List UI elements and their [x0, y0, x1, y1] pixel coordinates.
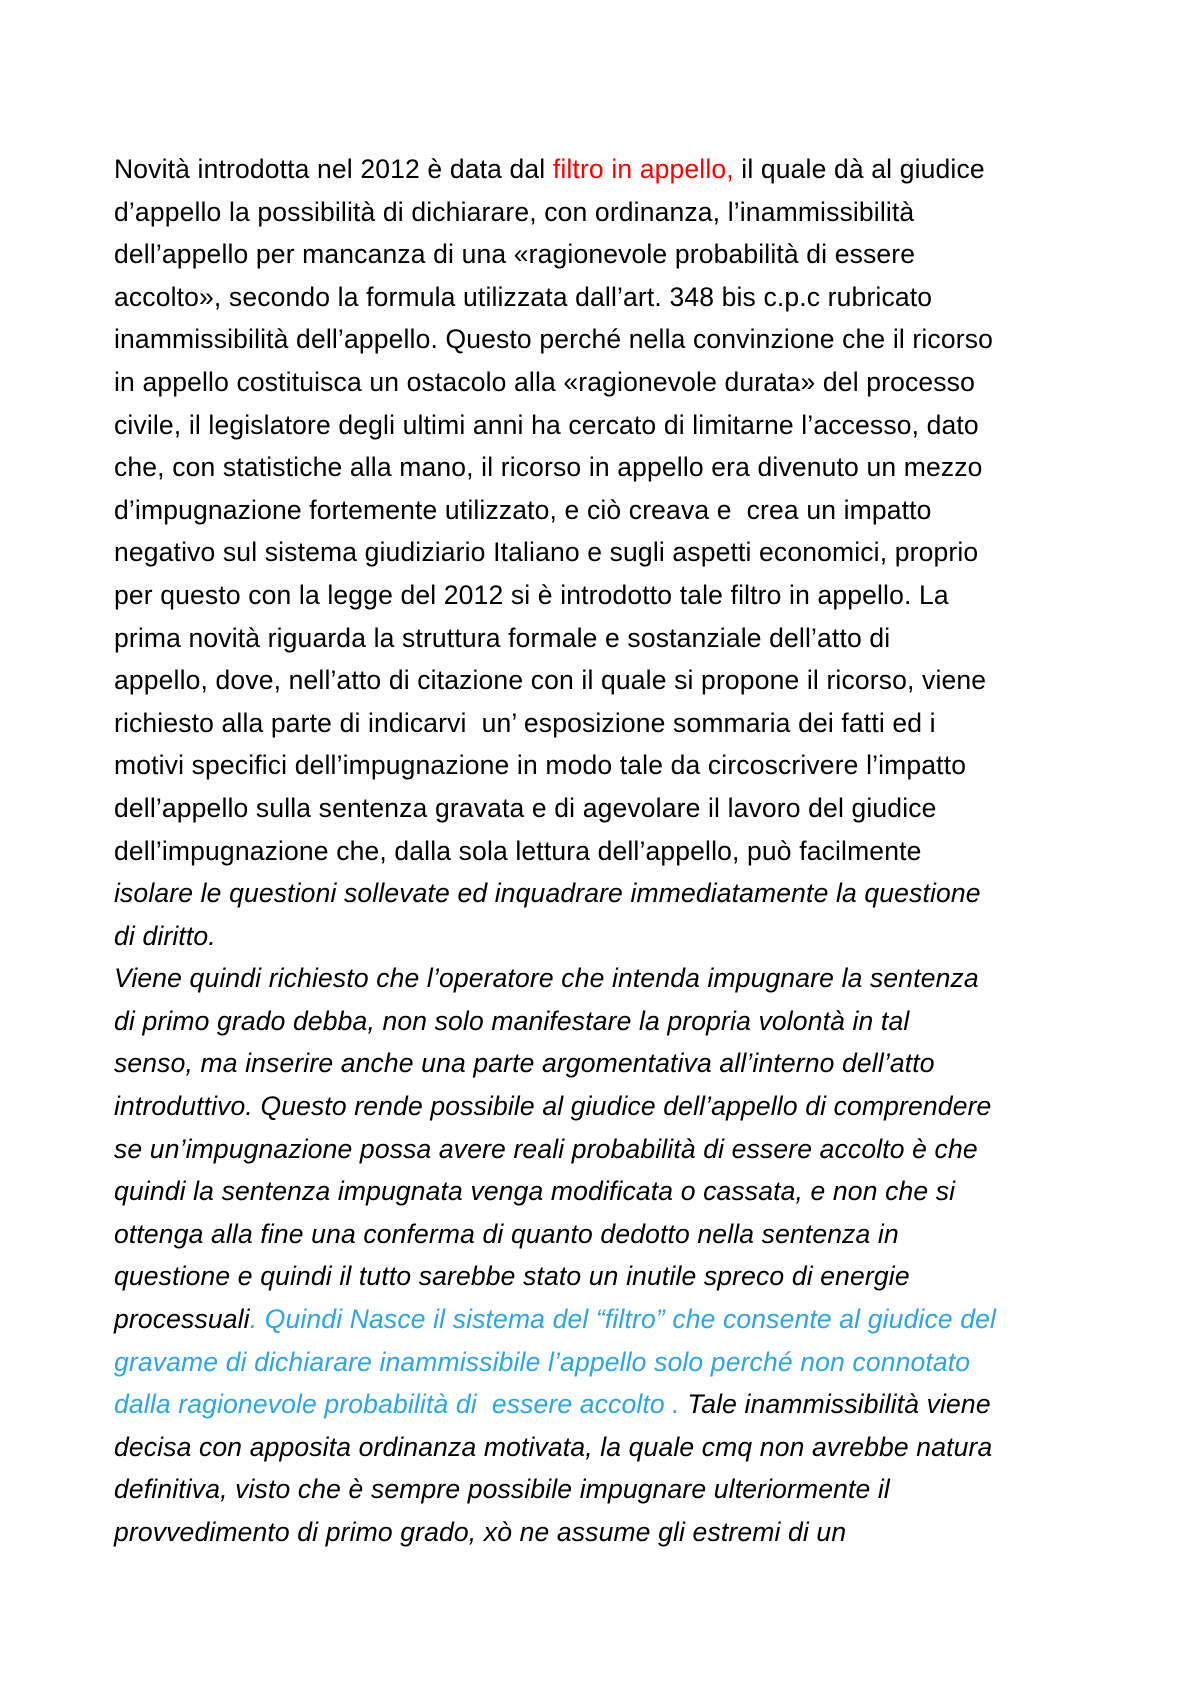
text-segment-italic: isolare le questioni sollevate ed inquadrare immediatamente la questione — [114, 878, 981, 909]
text-segment: il quale dà al giudice — [733, 154, 985, 184]
text-segment-italic-blue: gravame di dichiarare inammissibile l’appello solo perché non connotato — [114, 1346, 971, 1377]
text-segment-italic: ottenga alla fine una conferma di quanto dedotto nella sentenza in — [114, 1218, 899, 1249]
text-segment-italic: senso, ma inserire anche una parte argomentativa all’interno dell’atto — [114, 1048, 935, 1079]
text-line — [114, 1511, 1114, 1554]
text-line — [114, 233, 1114, 276]
text-line — [114, 1042, 1114, 1085]
text-segment: appello, dove, nell’atto di citazione con il quale si propone il ricorso, viene — [114, 665, 987, 696]
text-line — [114, 361, 1114, 404]
text-segment: che, con statistiche alla mano, il ricorso in appello era divenuto un mezzo — [114, 452, 983, 483]
text-line — [114, 1255, 1114, 1298]
text-line — [114, 489, 1114, 532]
text-segment: motivi specifici dell’impugnazione in modo tale da circoscrivere l’impatto — [114, 750, 967, 781]
text-segment-italic-blue: . Quindi Nasce il sistema del “filtro” che consente al giudice del — [249, 1304, 997, 1335]
text-segment-italic: di primo grado debba, non solo manifestare la propria volontà in tal — [114, 1005, 910, 1036]
text-segment-italic: quindi la sentenza impugnata venga modificata o cassata, e non che si — [114, 1176, 956, 1207]
text-segment-italic: provvedimento di primo grado, xò ne assume gli estremi di un — [114, 1517, 847, 1547]
text-line — [114, 1468, 1114, 1511]
text-line — [114, 1000, 1114, 1043]
text-segment-italic: processuali — [114, 1304, 250, 1335]
text-segment-italic: introduttivo. Questo rende possibile al giudice dell’appello di comprendere — [114, 1091, 992, 1122]
text-line — [114, 1341, 1114, 1384]
text-segment: accolto», secondo la formula utilizzata dall’art. 348 bis c.p.c rubricato — [114, 281, 933, 312]
text-line — [114, 872, 1114, 915]
text-line — [114, 1170, 1114, 1213]
text-segment-italic-blue: dalla ragionevole probabilità di essere accolto . — [114, 1389, 688, 1420]
text-segment-italic: definitiva, visto che è sempre possibile impugnare ulteriormente il — [114, 1474, 890, 1505]
text-line — [114, 148, 1114, 191]
text-line — [114, 957, 1114, 1000]
text-line — [114, 1426, 1114, 1469]
text-segment-italic: di diritto. — [114, 920, 216, 951]
document-body — [114, 148, 1114, 1554]
text-segment: d’impugnazione fortemente utilizzato, e ciò creava e crea un impatto — [114, 494, 932, 525]
text-line — [114, 1085, 1114, 1128]
text-segment: d’appello la possibilità di dichiarare, con ordinanza, l’inammissibilità — [114, 196, 915, 227]
text-segment: prima novità riguarda la struttura formale e sostanziale dell’atto di — [114, 622, 891, 653]
text-line — [114, 318, 1114, 361]
text-line — [114, 574, 1114, 617]
text-line — [114, 1383, 1114, 1426]
text-line — [114, 1298, 1114, 1341]
text-segment: richiesto alla parte di indicarvi un’ esposizione sommaria dei fatti ed i — [114, 707, 936, 738]
text-line — [114, 404, 1114, 447]
text-segment: in appello costituisca un ostacolo alla «ragionevole durata» del processo — [114, 366, 975, 397]
text-line — [114, 446, 1114, 489]
text-segment: per questo con la legge del 2012 si è introdotto tale filtro in appello. La — [114, 579, 949, 610]
text-line — [114, 787, 1114, 830]
text-segment: civile, il legislatore degli ultimi anni ha cercato di limitarne l’accesso, dato — [114, 409, 979, 440]
text-line — [114, 702, 1114, 745]
text-line — [114, 617, 1114, 660]
text-segment-italic: Viene quindi richiesto che l’operatore che intenda impugnare la sentenza — [114, 963, 979, 994]
text-segment: Novità introdotta nel 2012 è data dal — [114, 154, 553, 184]
text-segment-italic: decisa con apposita ordinanza motivata, la quale cmq non avrebbe natura — [114, 1431, 993, 1462]
text-line — [114, 1213, 1114, 1256]
text-line — [114, 744, 1114, 787]
text-line — [114, 276, 1114, 319]
text-segment: dell’appello per mancanza di una «ragionevole probabilità di essere — [114, 239, 916, 270]
text-segment: dell’impugnazione che, dalla sola lettura dell’appello, può facilmente — [114, 835, 922, 866]
text-segment-italic: questione e quindi il tutto sarebbe stato un inutile spreco di energie — [114, 1261, 910, 1292]
text-segment-italic: Tale inammissibilità viene — [687, 1389, 991, 1420]
text-line — [114, 531, 1114, 574]
text-line — [114, 915, 1114, 958]
text-segment: dell’appello sulla sentenza gravata e di agevolare il lavoro del giudice — [114, 792, 937, 823]
text-line — [114, 830, 1114, 873]
text-line — [114, 1128, 1114, 1171]
text-segment: negativo sul sistema giudiziario Italiano e sugli aspetti economici, proprio — [114, 537, 979, 568]
text-segment-italic: se un’impugnazione possa avere reali probabilità di essere accolto è che — [114, 1133, 978, 1164]
text-segment-red: filtro in appello, — [552, 154, 734, 184]
text-line — [114, 191, 1114, 234]
text-line — [114, 659, 1114, 702]
text-segment: inammissibilità dell’appello. Questo perché nella convinzione che il ricorso — [114, 324, 993, 355]
